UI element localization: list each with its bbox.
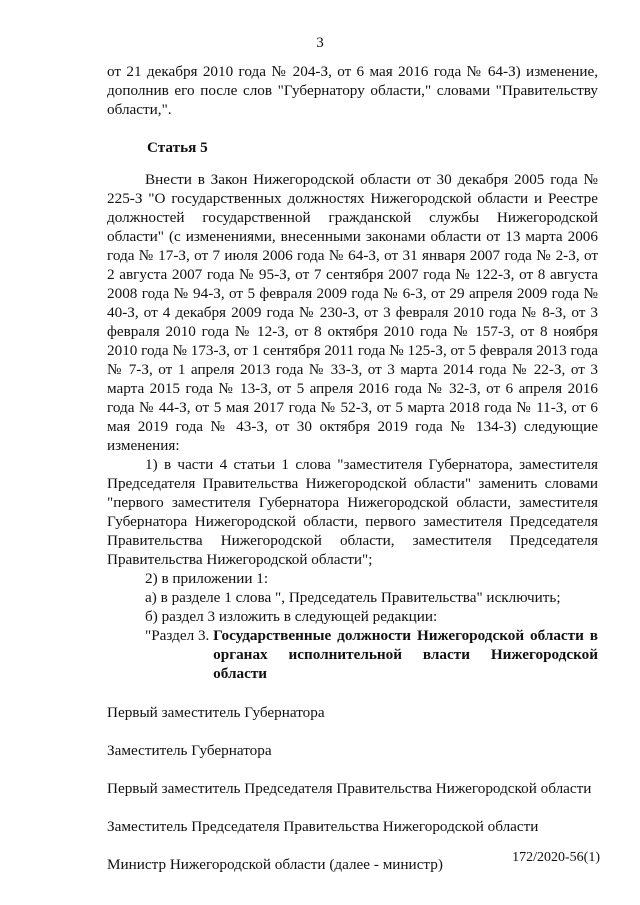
document-body xyxy=(107,62,598,893)
section-prefix: "Раздел 3. xyxy=(145,627,210,644)
intro-paragraph: от 21 декабря 2010 года № 204-З, от 6 мая 2016 года № 64-З) изменение, дополнив его после слов "Губернатору области," словами "Правительству области,". xyxy=(107,63,598,118)
article-heading: Статья 5 xyxy=(147,139,208,156)
position-item: Первый заместитель Председателя Правительства Нижегородской области xyxy=(107,780,592,797)
article-body: Внести в Закон Нижегородской области от 30 декабря 2005 года № 225-З "О государственных должностях Нижегородской области и Реестре должностей государственной гражданской службы Нижегородской области" (с изменениями, внесенными законами области от 13 марта 2006 года № 17-З, от 7 июля 2006 года № 64-З, от 31 января 2007 года № 2-З, от 2 августа 2007 года № 95-З, от 7 сентября 2007 года № 122-З, от 8 августа 2008 года № 94-З, от 5 февраля 2009 года № 6-З, от 29 апреля 2009 года № 40-З, от 4 декабря 2009 года № 230-З, от 3 февраля 2010 года № 8-З, от 3 февраля 2010 года № 12-З, от 8 октября 2010 года № 157-З, от 8 ноября 2010 года № 173-З, от 1 сентября 2011 года № 125-З, от 5 февраля 2013 года № 7-З, от 1 апреля 2013 года № 33-З, от 3 марта 2014 года № 22-З, от 3 марта 2015 года № 13-З, от 5 апреля 2016 года № 32-З, от 6 апреля 2016 года № 44-З, от 5 мая 2017 года № 52-З, от 5 марта 2018 года № 11-З, от 6 мая 2019 года № 43-З, от 30 октября 2019 года № 134-З) следующие изменения: xyxy=(107,171,598,454)
item-2b: б) раздел 3 изложить в следующей редакции: xyxy=(145,608,438,625)
position-item: Министр Нижегородской области (далее - министр) xyxy=(107,856,443,873)
section-title: Государственные должности Нижегородской области в органах исполнительной власти Нижегородской области xyxy=(213,627,598,682)
item-2a: а) в разделе 1 слова ", Председатель Правительства" исключить; xyxy=(145,589,561,606)
section-heading xyxy=(145,626,598,683)
position-item: Заместитель Губернатора xyxy=(107,742,272,759)
document-code: 172/2020-56(1) xyxy=(512,850,600,865)
item-2: 2) в приложении 1: xyxy=(145,570,269,587)
item-1: 1) в части 4 статьи 1 слова "заместителя Губернатора, заместителя Председателя Правительства Нижегородской области" заменить словами "первого заместителя Губернатора Нижегородской области, заместителя Губернатора Нижегородской области, первого заместителя Председателя Правительства Нижегородской области, заместителя Председателя Правительства Нижегородской области"; xyxy=(107,456,598,568)
position-item: Первый заместитель Губернатора xyxy=(107,704,325,721)
position-item: Заместитель Председателя Правительства Нижегородской области xyxy=(107,818,539,835)
page-number: 3 xyxy=(316,35,324,51)
